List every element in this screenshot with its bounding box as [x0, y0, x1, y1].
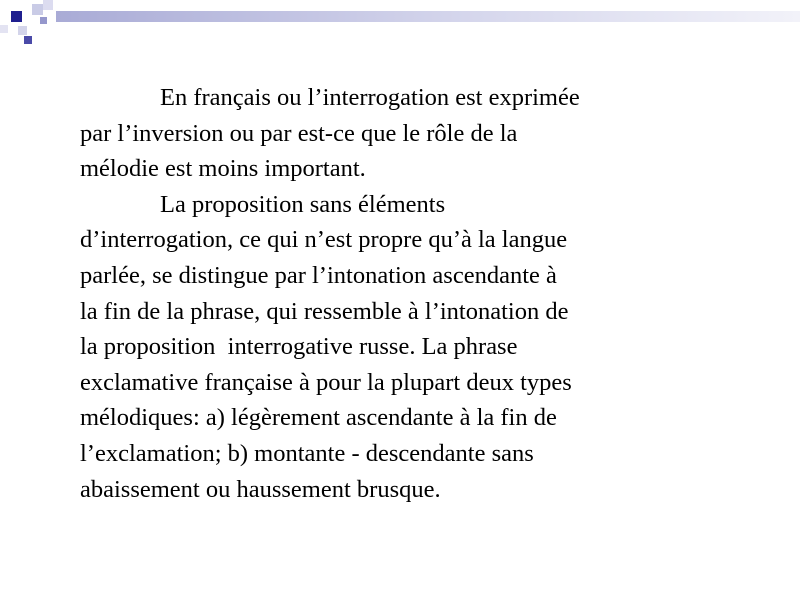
- header-decoration: [0, 0, 800, 50]
- header-gradient-bar: [56, 11, 800, 22]
- decor-square: [40, 17, 47, 24]
- paragraph-line: par l’inversion ou par est-ce que le rôle de la: [80, 119, 518, 147]
- decor-square: [24, 36, 32, 44]
- decor-square: [32, 4, 43, 15]
- paragraph-line: exclamative française à pour la plupart deux types: [80, 368, 572, 396]
- paragraph-line: mélodie est moins important.: [80, 155, 366, 183]
- paragraph-line: En français ou l’interrogation est exprimée: [160, 84, 580, 111]
- paragraph-line: la fin de la phrase, qui ressemble à l’intonation de: [80, 297, 569, 325]
- paragraph-line: La proposition sans éléments: [160, 190, 446, 218]
- paragraph-line: d’interrogation, ce qui n’est propre qu’à la langue: [80, 226, 568, 254]
- paragraph-line: la proposition interrogative russe. La phrase: [80, 333, 518, 361]
- paragraph-line: parlée, se distingue par l’intonation ascendante à: [80, 261, 557, 289]
- decor-square: [0, 25, 8, 33]
- body-text: [80, 80, 710, 507]
- paragraph-line: l’exclamation; b) montante - descendante sans: [80, 439, 534, 467]
- paragraph-line: mélodiques: a) légèrement ascendante à la fin de: [80, 404, 557, 432]
- decor-square: [11, 11, 22, 22]
- decor-square: [18, 26, 27, 35]
- decor-square: [43, 0, 53, 10]
- paragraph-line: abaissement ou haussement brusque.: [80, 475, 441, 503]
